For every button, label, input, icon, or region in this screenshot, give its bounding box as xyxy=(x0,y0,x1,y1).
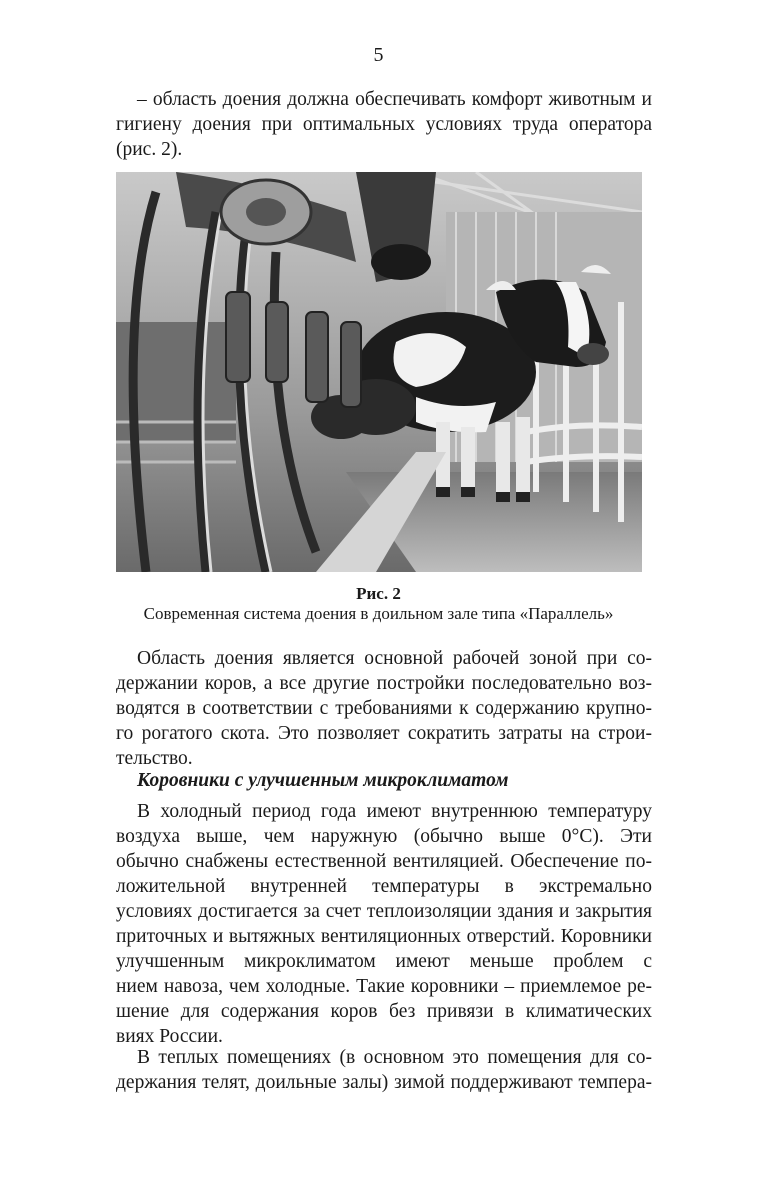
figure-label: Рис. 2 xyxy=(356,584,401,603)
text-line: условиях достигается за счет теплоизоляции здания и закрытия xyxy=(116,901,652,922)
text-line: воздуха выше, чем наружную (обычно выше 0°C). Эти xyxy=(116,826,652,847)
milking-parlor-photo xyxy=(116,172,642,572)
text-line: нием навоза, чем холодные. Такие коровники – приемлемое ре- xyxy=(116,976,652,997)
text-line: гигиену доения при оптимальных условиях труда оператора xyxy=(116,114,652,135)
text-line: приточных и вытяжных вентиляционных отверстий. Коровники xyxy=(116,926,652,947)
text-line: – область доения должна обеспечивать комфорт животным и xyxy=(137,89,652,110)
text-line: ложительной внутренней температуры в экстремально xyxy=(116,876,652,897)
text-line: обычно снабжены естественной вентиляцией. Обеспечение по- xyxy=(116,851,652,872)
text-line: тельство. xyxy=(116,748,193,769)
text-line: Область доения является основной рабочей зоной при со- xyxy=(137,648,652,669)
text-line: улучшенным микроклиматом имеют меньше проблем с xyxy=(116,951,652,972)
page-number: 5 xyxy=(373,44,384,66)
text-line: В холодный период года имеют внутреннюю температуру xyxy=(137,801,652,822)
text-line: В теплых помещениях (в основном это помещения для со- xyxy=(137,1047,652,1068)
text-line: виях России. xyxy=(116,1026,223,1047)
figure-caption: Современная система доения в доильном зале типа «Параллель» xyxy=(143,604,614,623)
paragraph-2 xyxy=(116,799,652,1049)
section-heading: Коровники с улучшенным микроклиматом xyxy=(137,770,509,791)
text-line: (рис. 2). xyxy=(116,139,183,160)
text-line: держании коров, а все другие постройки последовательно воз- xyxy=(116,673,652,694)
text-line: держания телят, доильные залы) зимой поддерживают темпера- xyxy=(116,1072,652,1093)
text-line: шение для содержания коров без привязи в климатических xyxy=(116,1001,652,1022)
paragraph-3 xyxy=(116,1045,652,1095)
text-line: водятся в соответствии с требованиями к содержанию крупно- xyxy=(116,698,652,719)
intro-paragraph xyxy=(116,87,652,162)
text-line: го рогатого скота. Это позволяет сократить затраты на строи- xyxy=(116,723,652,744)
paragraph-1 xyxy=(116,646,652,771)
